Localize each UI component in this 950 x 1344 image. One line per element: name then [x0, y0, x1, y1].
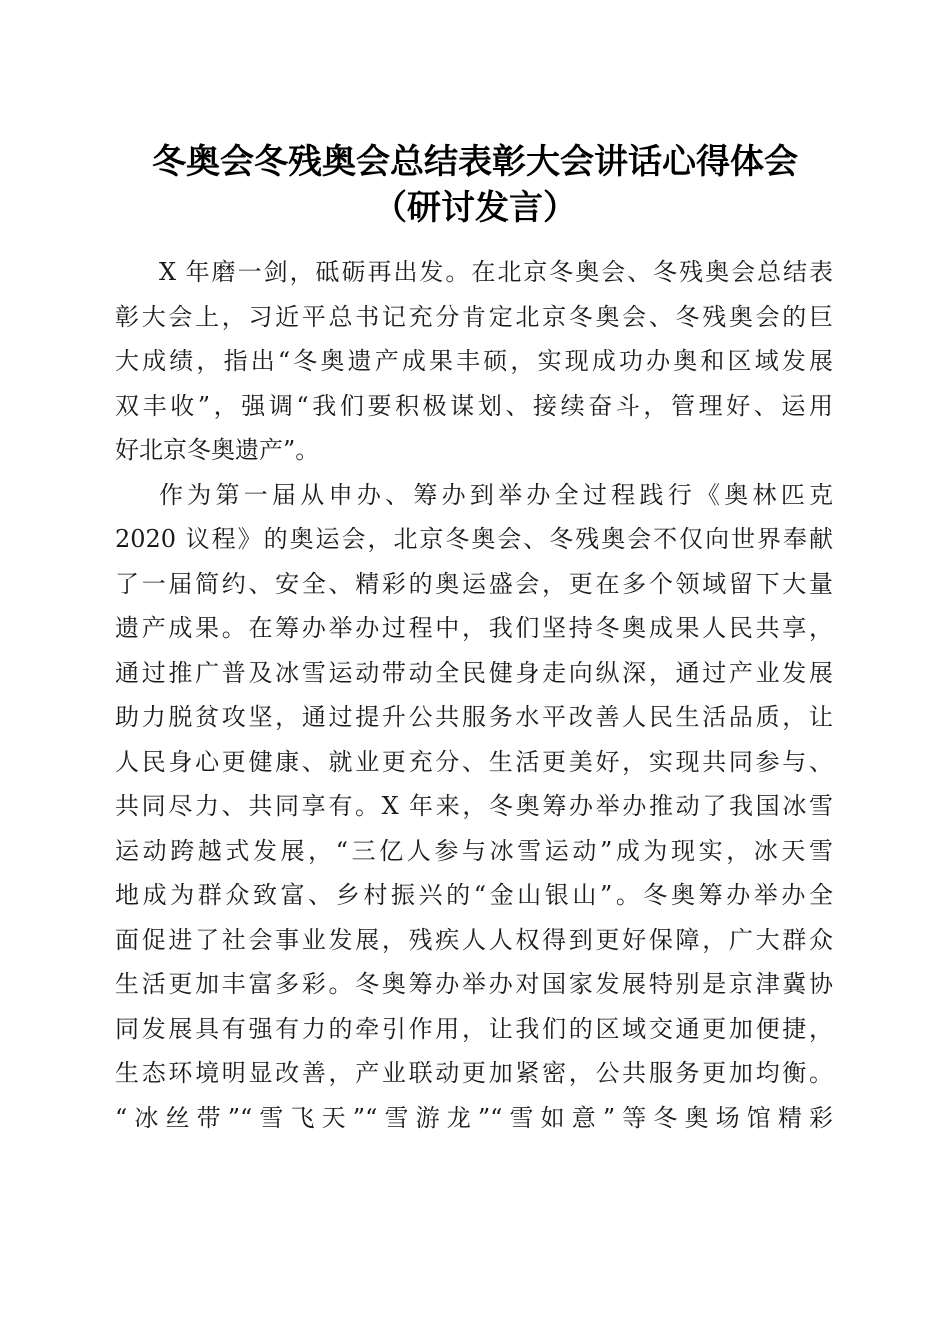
- text-line: X 年磨一剑，砥砺再出发。在北京冬奥会、冬残奥会总结表: [159, 258, 833, 286]
- text-line: 2020 议程》的奥运会，北京冬奥会、冬残奥会不仅向世界奉献: [115, 525, 833, 553]
- document-title: 冬奥会冬残奥会总结表彰大会讲话心得体会: [152, 142, 798, 182]
- text-line: 遗产成果。在筹办举办过程中，我们坚持冬奥成果人民共享，: [115, 614, 833, 642]
- text-line: 好北京冬奥遗产”。: [115, 436, 320, 464]
- text-line: 运动跨越式发展，“三亿人参与冰雪运动”成为现实，冰天雪: [115, 836, 833, 865]
- text-line: 共同尽力、共同享有。X 年来，冬奥筹办举办推动了我国冰雪: [115, 792, 833, 820]
- paragraph-1: [115, 250, 833, 473]
- document-subtitle: （研讨发言）: [373, 188, 577, 228]
- text-line: “冰丝带”“雪飞天”“雪游龙”“雪如意”等冬奥场馆精彩: [115, 1103, 833, 1132]
- paragraph-2: [115, 473, 833, 1141]
- text-line: 面促进了社会事业发展，残疾人人权得到更好保障，广大群众: [115, 925, 833, 954]
- text-line: 通过推广普及冰雪运动带动全民健身走向纵深，通过产业发展: [115, 658, 833, 687]
- text-line: 作为第一届从申办、筹办到举办全过程践行《奥林匹克: [159, 480, 833, 509]
- text-line: 人民身心更健康、就业更充分、生活更美好，实现共同参与、: [115, 747, 833, 776]
- text-line: 助力脱贫攻坚，通过提升公共服务水平改善人民生活品质，让: [115, 703, 833, 731]
- text-line: 同发展具有强有力的牵引作用，让我们的区域交通更加便捷，: [115, 1014, 833, 1043]
- text-line: 生活更加丰富多彩。冬奥筹办举办对国家发展特别是京津冀协: [115, 970, 833, 998]
- text-line: 地成为群众致富、乡村振兴的“金山银山”。冬奥筹办举办全: [115, 881, 833, 909]
- text-line: 彰大会上，习近平总书记充分肯定北京冬奥会、冬残奥会的巨: [115, 302, 833, 331]
- document-body: [115, 250, 833, 1140]
- text-line: 双丰收”，强调“我们要积极谋划、接续奋斗，管理好、运用: [115, 391, 833, 420]
- text-line: 大成绩，指出“冬奥遗产成果丰硕，实现成功办奥和区域发展: [115, 347, 833, 375]
- text-line: 了一届简约、安全、精彩的奥运盛会，更在多个领域留下大量: [115, 569, 833, 598]
- text-line: 生态环境明显改善，产业联动更加紧密，公共服务更加均衡。: [115, 1059, 833, 1087]
